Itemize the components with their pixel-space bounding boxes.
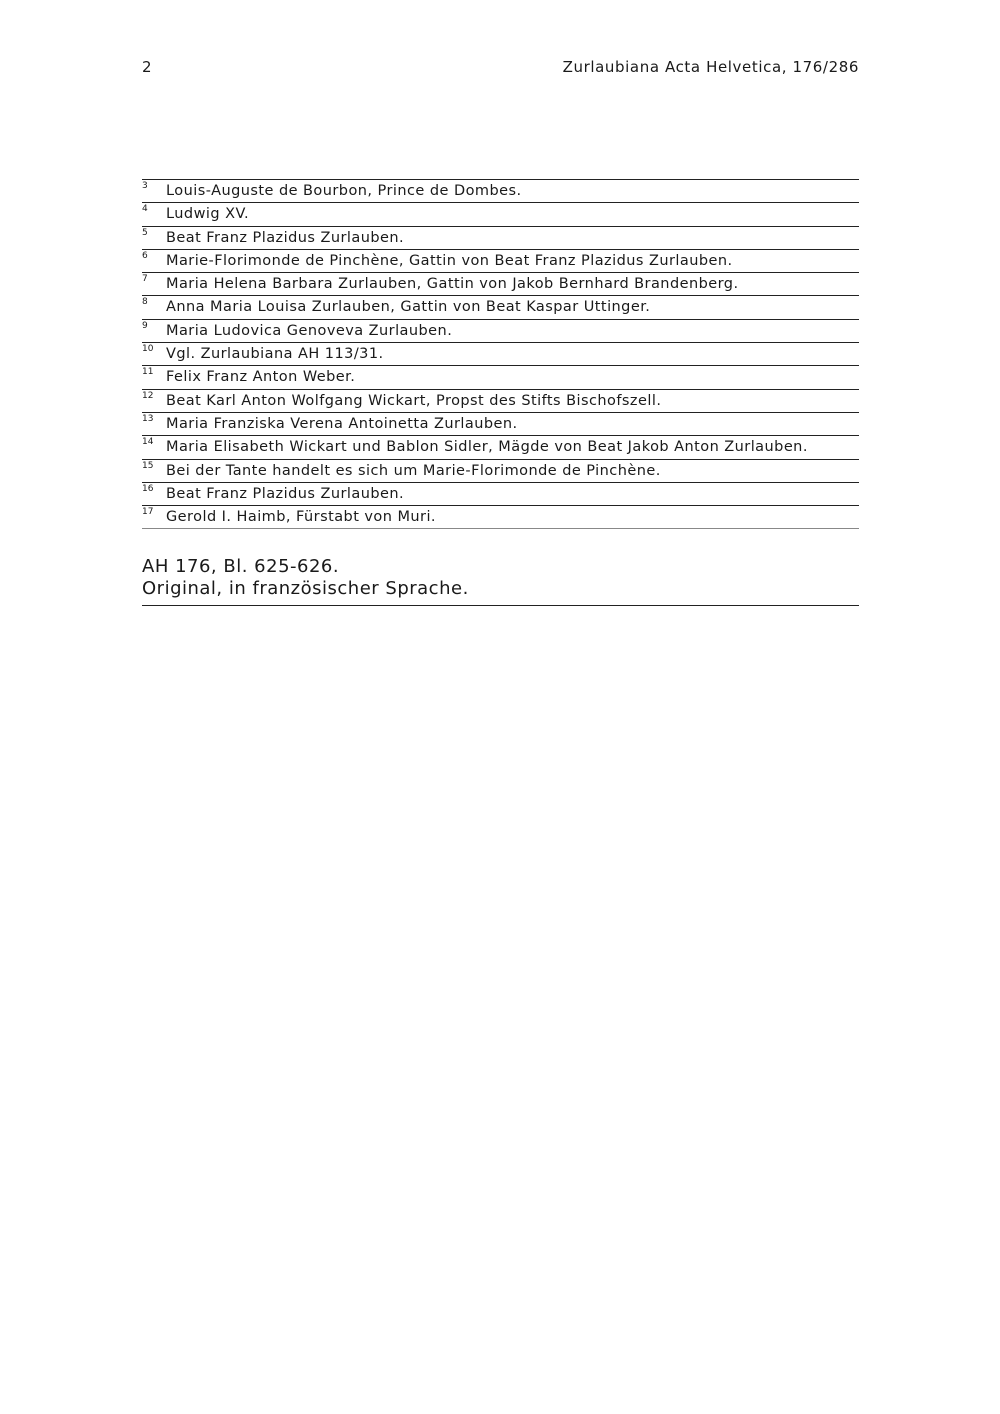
- footnote-text: Louis-Auguste de Bourbon, Prince de Dombes.: [166, 183, 522, 199]
- footnote-number: 10: [142, 344, 154, 355]
- footnote-text: Maria Franziska Verena Antoinetta Zurlauben.: [166, 415, 518, 432]
- footnote-number: 13: [142, 413, 154, 424]
- footnote-text: Vgl. Zurlaubiana AH 113/31.: [166, 346, 384, 363]
- page-number: 2: [142, 58, 153, 76]
- footnote-text: Beat Karl Anton Wolfgang Wickart, Propst des Stifts Bischofszell.: [166, 392, 662, 409]
- footnote-item: [142, 366, 859, 389]
- footnote-number: 5: [142, 227, 148, 238]
- footnote-item: [142, 343, 859, 366]
- running-head: Zurlaubiana Acta Helvetica, 176/286: [562, 58, 859, 76]
- footnote-item: [142, 273, 859, 296]
- footnote-text: Maria Elisabeth Wickart und Bablon Sidler, Mägde von Beat Jakob Anton Zurlauben.: [166, 439, 808, 456]
- footnote-number: 16: [142, 483, 154, 494]
- footnote-item: [142, 180, 859, 203]
- footnote-text: Gerold I. Haimb, Fürstabt von Muri.: [166, 509, 436, 526]
- footnote-number: 11: [142, 367, 154, 378]
- footnote-item: [142, 320, 859, 343]
- footnote-text: Bei der Tante handelt es sich um Marie-Florimonde de Pinchène.: [166, 462, 661, 479]
- footnote-text: Anna Maria Louisa Zurlauben, Gattin von Beat Kaspar Uttinger.: [166, 299, 651, 316]
- footnote-text: Marie-Florimonde de Pinchène, Gattin von Beat Franz Plazidus Zurlauben.: [166, 252, 733, 269]
- footnote-text: Felix Franz Anton Weber.: [166, 369, 356, 386]
- footnote-text: Beat Franz Plazidus Zurlauben.: [166, 485, 405, 502]
- footnote-text: Maria Ludovica Genoveva Zurlauben.: [166, 322, 453, 339]
- footnote-number: 6: [142, 250, 148, 261]
- footnote-item: [142, 506, 859, 529]
- source-reference: AH 176, Bl. 625-626.: [142, 556, 340, 577]
- footnote-item: [142, 460, 859, 483]
- footnote-number: 3: [142, 181, 148, 191]
- footnote-item: [142, 227, 859, 250]
- footnote-number: 8: [142, 297, 148, 308]
- footnote-text: Beat Franz Plazidus Zurlauben.: [166, 229, 405, 246]
- footnote-number: 14: [142, 437, 154, 448]
- footnote-number: 7: [142, 274, 148, 285]
- footnote-item: [142, 250, 859, 273]
- footnote-item: [142, 413, 859, 436]
- footnote-item: [142, 483, 859, 506]
- footnote-number: 4: [142, 204, 148, 215]
- footnote-item: [142, 203, 859, 226]
- footnote-number: 12: [142, 390, 154, 401]
- footnote-number: 17: [142, 507, 154, 518]
- footnote-text: Maria Helena Barbara Zurlauben, Gattin von Jakob Bernhard Brandenberg.: [166, 276, 739, 293]
- source-language-note: Original, in französischer Sprache.: [142, 578, 469, 599]
- footnote-item: [142, 390, 859, 413]
- footnote-list: [142, 179, 859, 529]
- footnote-text: Ludwig XV.: [166, 206, 250, 223]
- footnote-item: [142, 296, 859, 319]
- footnote-item: [142, 436, 859, 459]
- footnote-number: 15: [142, 460, 154, 471]
- source-note: [142, 556, 859, 606]
- footnote-number: 9: [142, 320, 148, 331]
